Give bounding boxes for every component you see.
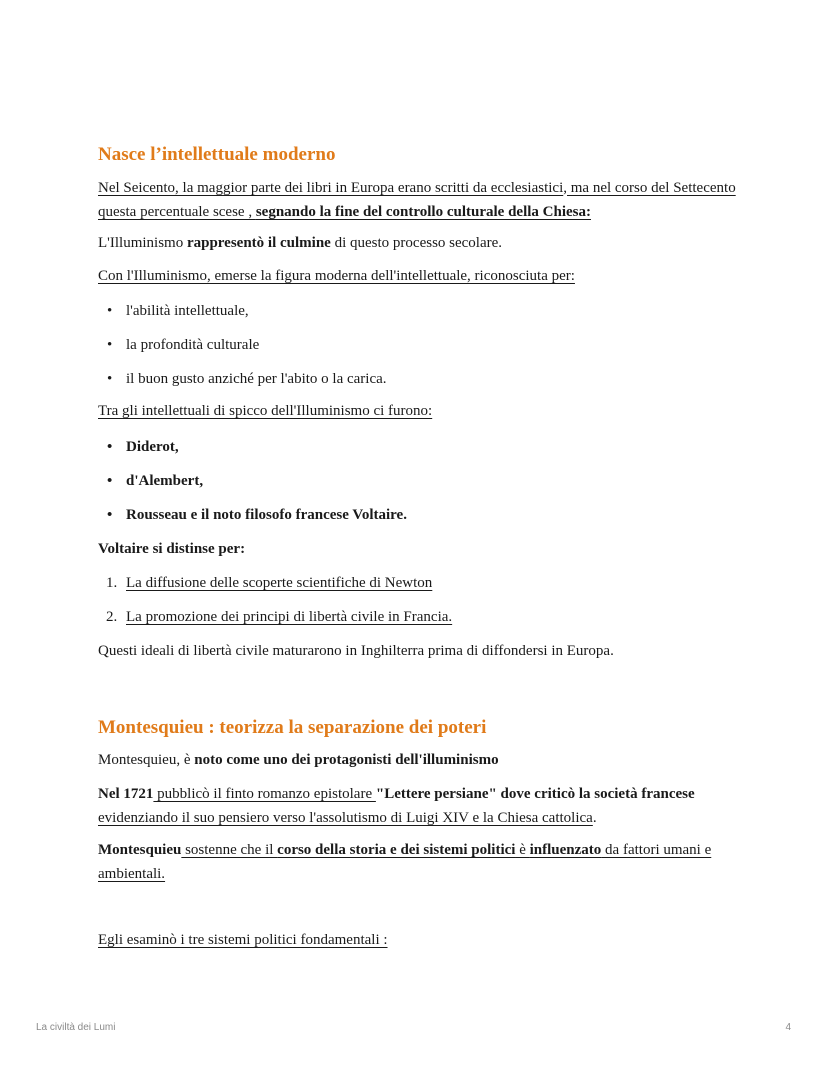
paragraph-ideali: Questi ideali di libertà civile maturarono in Inghilterra prima di diffondersi in Europa.: [98, 643, 614, 659]
page-number: 4: [785, 1022, 791, 1033]
text-sistemi-politici: Egli esaminò i tre sistemi politici fondamentali :: [98, 932, 388, 948]
text-fine-controllo: segnando la fine del controllo culturale della Chiesa:: [255, 204, 591, 220]
text-assolutismo: evidenziando il suo pensiero verso l'assolutismo di Luigi XIV e la Chiesa cattolica: [98, 810, 593, 826]
text-figura-moderna: Con l'Illuminismo, emerse la figura moderna dell'intellettuale, riconosciuta per:: [98, 268, 575, 284]
text-influenzato: influenzato: [529, 842, 602, 858]
paragraph-intellettuali: [98, 399, 738, 423]
text-sostenne: sostenne che il: [181, 842, 278, 858]
paragraph-seicento: [98, 176, 738, 224]
list-item: • l'abilità intellettuale,: [98, 301, 387, 335]
voltaire-points-list: [98, 573, 452, 641]
section-title-intellectual: Nasce l’intellettuale moderno: [98, 144, 336, 165]
list-text: La promozione dei principi di libertà civile in Francia.: [126, 609, 453, 625]
list-item: • d'Alembert,: [98, 471, 407, 505]
paragraph-lettere-persiane: [98, 782, 738, 830]
text-processo: di questo processo secolare.: [330, 235, 503, 251]
list-text: La diffusione delle scoperte scientifiche di Newton: [126, 575, 433, 591]
list-item: • Rousseau e il noto filosofo francese Voltaire.: [98, 505, 407, 539]
text-corso-storia: corso della storia e dei sistemi politici: [277, 842, 516, 858]
text-culmine: rappresentò il culmine: [186, 235, 331, 251]
text-comma: ,: [563, 180, 567, 196]
paragraph-figura-moderna: [98, 264, 738, 288]
text-period: .: [592, 810, 597, 826]
text-pubblico: pubblicò il finto romanzo epistolare: [153, 786, 376, 802]
text-montesquieu-bold: Montesquieu: [98, 842, 182, 858]
qualities-list: [98, 301, 387, 403]
text-intellettuali: Tra gli intellettuali di spicco dell'Illuminismo ci furono:: [98, 403, 433, 419]
text-e: è: [515, 842, 530, 858]
list-item: • Diderot,: [98, 437, 407, 471]
paragraph-montesquieu-intro: [98, 748, 738, 772]
list-item: [98, 573, 452, 607]
intellectuals-list: [98, 437, 407, 539]
text-lettere-persiane: "Lettere persiane" dove criticò la società francese: [375, 786, 695, 802]
paragraph-culmine: [98, 231, 738, 255]
footer-title: La civiltà dei Lumi: [36, 1022, 116, 1033]
list-item: • la profondità culturale: [98, 335, 387, 369]
paragraph-voltaire: Voltaire si distinse per:: [98, 541, 246, 557]
list-item: [98, 607, 452, 641]
text-settecento: ma nel corso del Settecento questa percentuale scese ,: [98, 180, 736, 220]
text-nel-1721: Nel 1721: [98, 786, 154, 802]
paragraph-fattori: [98, 838, 738, 886]
list-number: 1.: [106, 575, 118, 591]
text-montesquieu: Montesquieu, è: [98, 752, 195, 768]
list-item: • il buon gusto anziché per l'abito o la carica.: [98, 369, 387, 403]
text-illuminismo: L'Illuminismo: [98, 235, 187, 251]
paragraph-sistemi-politici: [98, 928, 738, 952]
text-fattori: da fattori umani e ambientali.: [98, 842, 712, 882]
section-title-montesquieu: Montesquieu : teorizza la separazione dei poteri: [98, 717, 487, 738]
text-protagonisti: noto come uno dei protagonisti dell'illuminismo: [194, 752, 499, 768]
list-number: 2.: [106, 609, 118, 625]
text-seicento: Nel Seicento, la maggior parte dei libri in Europa erano scritti da ecclesiastici: [98, 180, 564, 196]
